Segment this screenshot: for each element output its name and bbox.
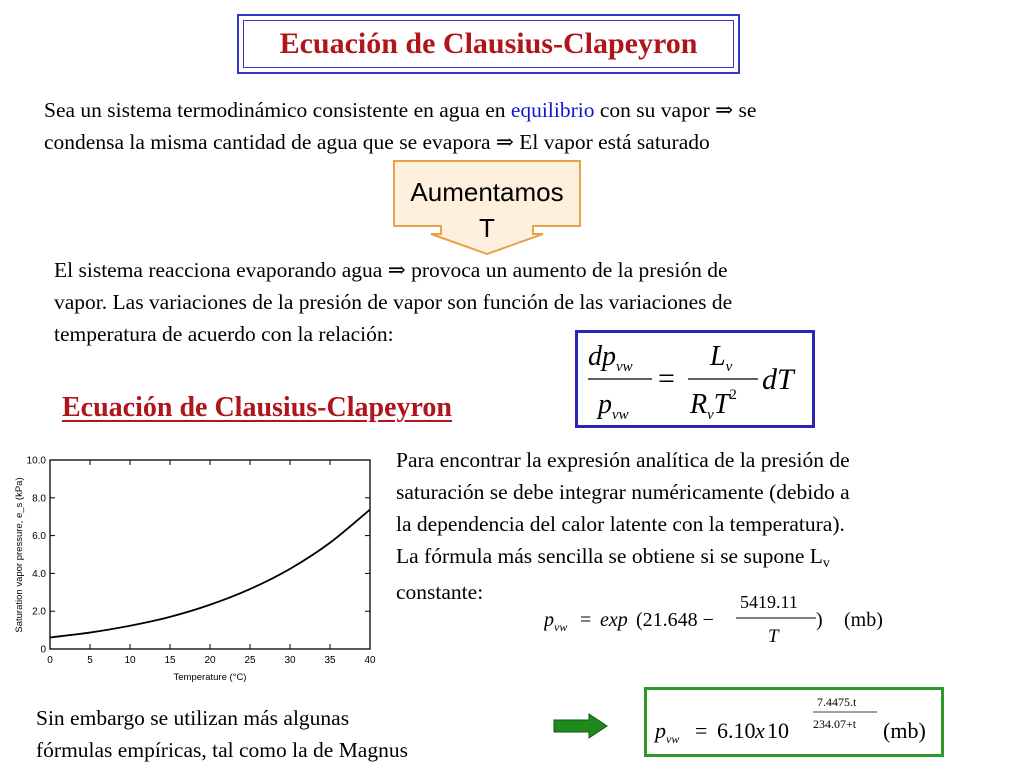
- x-tick-label: 5: [87, 655, 93, 666]
- integration-line1: Para encontrar la expresión analítica de la presión de: [396, 448, 850, 472]
- chart-y-ticks: [27, 456, 370, 656]
- svg-text:(mb): (mb): [883, 718, 926, 743]
- y-tick-label: 0: [40, 644, 46, 656]
- chart-x-axis-label: Temperature (°C): [173, 672, 247, 683]
- svg-text:(mb): (mb): [844, 609, 883, 631]
- svg-text:Lv: $L_v$: [710, 341, 733, 375]
- svg-text:=: =: [658, 362, 675, 395]
- chart-plot-area: [50, 460, 370, 649]
- integration-line2: saturación se debe integrar numéricamente (debido a: [396, 480, 850, 504]
- chart-frame: [50, 460, 370, 649]
- y-tick-label: 8.0: [32, 493, 46, 505]
- svg-text:RvT2: $R_vT^2$: [690, 387, 737, 423]
- callout-line2: T: [479, 213, 495, 243]
- svg-text:T: T: [768, 626, 779, 647]
- magnus-line2: fórmulas empíricas, tal como la de Magnus: [36, 738, 408, 762]
- x-tick-label: 25: [244, 655, 256, 666]
- y-tick-label: 2.0: [32, 606, 46, 618]
- svg-text:pvw: $p_{vw}$: [544, 609, 568, 634]
- section-subtitle: Ecuación de Clausius-Clapeyron: [62, 392, 452, 423]
- svg-text:7.4475.t: 7.4475.t: [817, 695, 857, 709]
- svg-text:=: =: [695, 718, 708, 743]
- clausius-clapeyron-equation-box: [575, 330, 815, 428]
- x-tick-label: 30: [284, 655, 296, 666]
- x-tick-label: 40: [364, 655, 376, 666]
- y-tick-label: 10.0: [26, 455, 46, 467]
- x-tick-label: 20: [204, 655, 216, 666]
- intro-text-2: con su vapor ⇒ se: [594, 98, 757, 122]
- chart-y-axis-label: Saturation vapor pressure, e_s (kPa): [14, 477, 25, 633]
- magnus-equation-box: [644, 687, 944, 757]
- x-tick-label: 10: [124, 655, 136, 666]
- integration-line5: constante:: [396, 580, 484, 604]
- svg-text:dT: dT: [762, 363, 794, 396]
- reaction-line2: vapor. Las variaciones de la presión de vapor son función de las variaciones de: [54, 290, 733, 314]
- title-box: [237, 14, 740, 74]
- y-tick-label: 4.0: [32, 568, 46, 580]
- integration-line3: la dependencia del calor latente con la temperatura).: [396, 512, 845, 536]
- intro-text-line2: condensa la misma cantidad de agua que se evapora ⇒ El vapor está saturado: [44, 130, 710, 154]
- svg-text:pvw: $p_{vw}$: [598, 389, 629, 423]
- svg-text:pvw: $p_{vw}$: [655, 718, 680, 746]
- intro-text-1: Sea un sistema termodinámico consistente en agua en: [44, 98, 511, 122]
- svg-text:): ): [816, 609, 823, 631]
- slide-title: Ecuación de Clausius-Clapeyron: [279, 27, 698, 60]
- integration-paragraph: [396, 444, 1016, 608]
- reaction-line1: El sistema reacciona evaporando agua ⇒ provoca un aumento de la presión de: [54, 258, 728, 282]
- intro-paragraph: [44, 94, 1004, 158]
- integration-line4: La fórmula más sencilla se obtiene si se supone L: [396, 544, 823, 568]
- reaction-paragraph: [54, 254, 974, 350]
- green-arrow-icon: [553, 713, 609, 739]
- exp-formula: [544, 590, 904, 650]
- svg-text:=: =: [580, 609, 592, 631]
- clausius-clapeyron-equation: [578, 333, 812, 425]
- svg-text:exp: exp: [600, 609, 628, 631]
- integration-line4-sub: v: [822, 556, 830, 571]
- svg-text:6.10: 6.10: [717, 718, 756, 743]
- x-tick-label: 35: [324, 655, 336, 666]
- magnus-paragraph: [36, 702, 556, 766]
- chart-x-ticks: [47, 460, 376, 666]
- svg-text:10: 10: [767, 718, 789, 743]
- magnus-line1: Sin embargo se utilizan más algunas: [36, 706, 350, 730]
- svg-text:(21.648 −: (21.648 −: [636, 609, 714, 631]
- chart-series-line: [50, 510, 370, 638]
- callout-line1: Aumentamos: [410, 177, 564, 207]
- svg-text:x: x: [755, 718, 765, 743]
- equilibrio-link[interactable]: equilibrio: [510, 98, 595, 122]
- reaction-line3: temperatura de acuerdo con la relación:: [54, 322, 394, 346]
- svg-text:5419.11: 5419.11: [740, 592, 798, 612]
- y-tick-label: 6.0: [32, 531, 46, 543]
- magnus-equation: [647, 690, 941, 754]
- x-tick-label: 15: [164, 655, 176, 666]
- x-tick-label: 0: [47, 655, 53, 666]
- vapor-pressure-chart: [10, 448, 380, 688]
- svg-text:234.07+t: 234.07+t: [813, 717, 857, 731]
- svg-text:dpvw: $dp_{vw}$: [588, 341, 633, 375]
